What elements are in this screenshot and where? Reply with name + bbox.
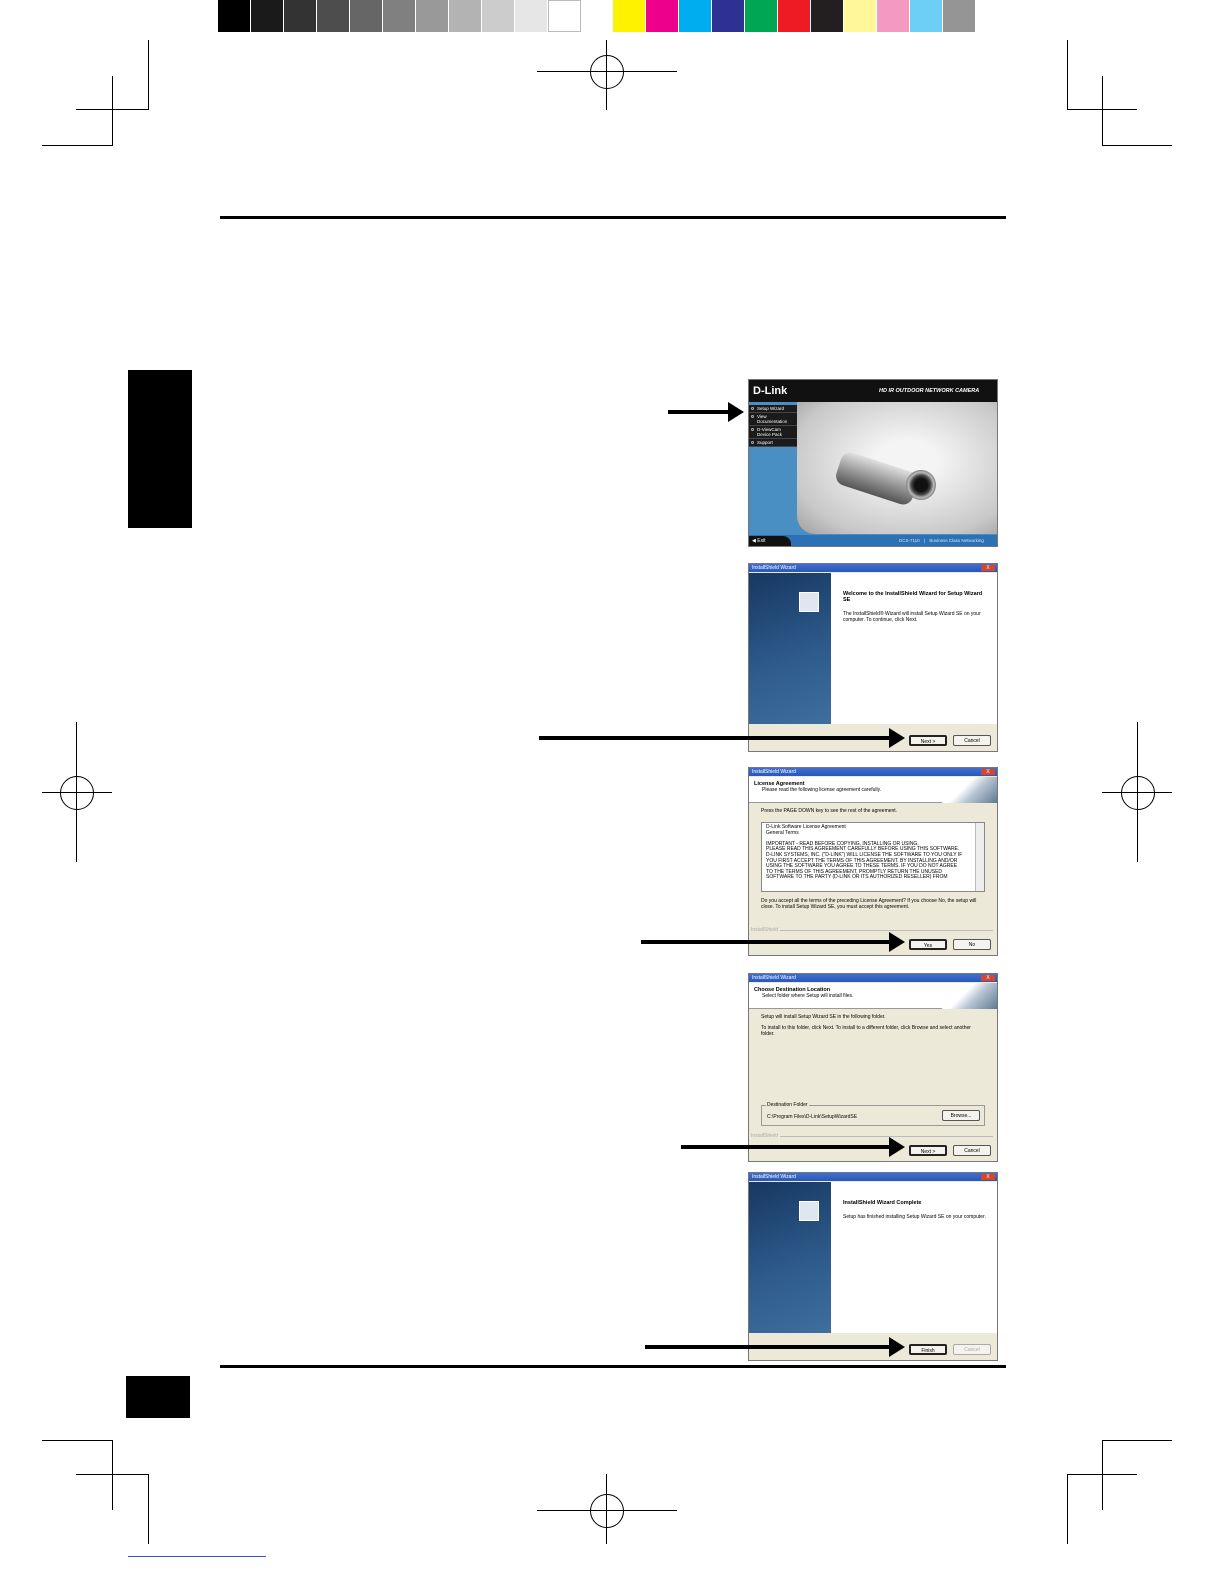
registration-mark — [60, 776, 94, 810]
crop-mark — [1102, 1440, 1172, 1441]
wizard-header — [749, 777, 997, 803]
product-title: HD IR OUTDOOR NETWORK CAMERA — [879, 388, 980, 394]
registration-mark — [42, 792, 112, 793]
exit-button[interactable]: ◀ Exit — [749, 536, 791, 546]
wizard-sidebar — [749, 1182, 831, 1333]
button-row — [909, 939, 991, 950]
color-swatch — [712, 0, 745, 32]
license-line: YOU FIRST ACCEPT THE TERMS OF THIS AGREEMENT. BY INSTALLING AND/OR — [766, 857, 958, 864]
scrollbar[interactable] — [975, 823, 984, 891]
menu-bullet-icon — [751, 415, 754, 418]
wizard-subheading: Select folder where Setup will install files. — [762, 993, 854, 999]
color-bar — [613, 0, 976, 32]
license-lines — [766, 825, 972, 881]
window-title: InstallShield Wizard — [752, 565, 796, 571]
installshield-divider — [751, 930, 993, 931]
destination-text-2: To install to this folder, click Next. To install to a different folder, click Browse and select another folder. — [761, 1025, 971, 1037]
installshield-welcome-window — [748, 563, 998, 752]
pointer-arrow — [668, 410, 730, 414]
crop-mark — [148, 1474, 149, 1544]
color-swatch — [317, 0, 350, 32]
crop-mark — [112, 1440, 113, 1510]
menu-item-label: Setup Wizard — [757, 406, 785, 411]
cancel-button: Cancel — [953, 1344, 991, 1355]
wizard-text: Setup has finished installing Setup Wizard SE on your computer. — [843, 1214, 986, 1220]
color-swatch — [350, 0, 383, 32]
launcher-menu-item[interactable] — [749, 405, 797, 413]
window-titlebar — [749, 768, 997, 776]
wizard-heading: License Agreement — [754, 781, 805, 787]
wizard-header — [749, 983, 997, 1009]
menu-bullet-icon — [751, 428, 754, 431]
launcher-footer-text — [899, 538, 984, 543]
color-swatch — [383, 0, 416, 32]
camera-image — [844, 440, 944, 502]
registration-mark — [76, 722, 77, 862]
crop-mark — [42, 1440, 112, 1441]
close-icon[interactable]: X — [981, 769, 995, 775]
button-row — [909, 735, 991, 746]
menu-item-label: View Documentation — [757, 414, 788, 424]
wizard-subheading: Please read the following license agreement carefully. — [762, 787, 882, 793]
registration-mark — [606, 40, 607, 110]
color-swatch — [943, 0, 976, 32]
close-icon[interactable]: X — [981, 975, 995, 981]
license-line: PLEASE READ THIS AGREEMENT CAREFULLY BEFORE USING THIS SOFTWARE. — [766, 846, 960, 853]
footer-divider: | — [923, 538, 926, 543]
license-instruction: Press the PAGE DOWN key to see the rest of the agreement. — [761, 808, 898, 814]
menu-item-label: D-ViewCam Device Pack — [757, 427, 783, 437]
pointer-arrow — [681, 1145, 891, 1149]
wizard-sidebar — [749, 573, 831, 724]
registration-mark — [537, 1510, 677, 1511]
color-swatch — [910, 0, 943, 32]
color-swatch — [251, 0, 284, 32]
license-line: General Terms — [766, 829, 799, 836]
language-tab — [128, 370, 192, 528]
color-swatch — [844, 0, 877, 32]
footer-tag: Business Class Networking — [929, 538, 984, 543]
color-swatch — [778, 0, 811, 32]
window-titlebar — [749, 564, 997, 572]
registration-mark — [590, 1494, 624, 1528]
crop-mark — [1067, 40, 1068, 110]
crop-mark — [42, 145, 112, 146]
installshield-divider — [751, 1136, 993, 1137]
license-line: D-LINK SYSTEMS, INC. ("D-LINK") WILL LICENSE THE SOFTWARE TO YOU ONLY IF — [766, 851, 963, 858]
crop-mark — [1102, 76, 1103, 146]
color-swatch — [679, 0, 712, 32]
license-line: SOFTWARE TO THE PARTY (D-LINK OR ITS AUTHORIZED RESELLER) FROM — [766, 874, 948, 881]
window-titlebar — [749, 1173, 997, 1181]
crop-mark — [112, 76, 113, 146]
browse-button[interactable]: Browse... — [942, 1110, 980, 1121]
footer-link-line — [128, 1556, 266, 1557]
license-line: IMPORTANT - READ BEFORE COPYING, INSTALLING OR USING. — [766, 840, 919, 847]
close-icon[interactable]: X — [981, 1174, 995, 1180]
installshield-label: InstallShield — [751, 1133, 778, 1139]
menu-bullet-icon — [751, 407, 754, 410]
launcher-menu-item[interactable] — [749, 439, 797, 447]
window-titlebar — [749, 974, 997, 982]
registration-mark — [537, 71, 677, 72]
color-swatch — [613, 0, 646, 32]
license-question: Do you accept all the terms of the preceding License Agreement? If you choose No, the setup will close. To install Setup Wizard SE, you must accept this agreement. — [761, 898, 977, 910]
folder-group-label: Destination Folder — [767, 1102, 808, 1108]
pointer-arrow — [641, 940, 891, 944]
license-line: D-Link Software License Agreement — [766, 824, 846, 830]
wizard-heading: Welcome to the InstallShield Wizard for Setup Wizard SE — [843, 591, 983, 603]
menu-bullet-icon — [751, 441, 754, 444]
header-graphic — [942, 983, 997, 1009]
launcher-menu-item[interactable] — [749, 426, 797, 439]
installshield-complete-window — [748, 1172, 998, 1361]
color-swatch — [218, 0, 251, 32]
registration-mark — [1121, 776, 1155, 810]
no-button[interactable]: No — [953, 939, 991, 950]
wizard-text: The InstallShield® Wizard will install Setup Wizard SE on your computer. To continue, click Next. — [843, 611, 981, 623]
button-row — [909, 1145, 991, 1156]
color-swatch — [449, 0, 482, 32]
next-button[interactable]: Next > — [909, 1145, 947, 1156]
color-swatch — [482, 0, 515, 32]
destination-folder-group — [761, 1102, 985, 1126]
wizard-content — [831, 573, 997, 724]
color-swatch — [284, 0, 317, 32]
next-button[interactable]: Next > — [909, 735, 947, 746]
dlink-logo: D-Link — [753, 385, 788, 397]
crop-mark — [1102, 1440, 1103, 1510]
window-title: InstallShield Wizard — [752, 769, 796, 775]
color-swatch — [515, 0, 548, 32]
crop-mark — [1102, 145, 1172, 146]
header-graphic — [942, 777, 997, 803]
wizard-heading: Choose Destination Location — [754, 987, 831, 993]
grayscale-bar — [218, 0, 581, 32]
launcher-menu-item[interactable] — [749, 413, 797, 426]
color-swatch — [646, 0, 679, 32]
wizard-content — [831, 1182, 997, 1333]
header-rule — [220, 216, 1006, 219]
installshield-label: InstallShield — [751, 927, 778, 933]
pointer-arrow — [539, 736, 891, 740]
footer-model: DCS-7110 — [899, 538, 920, 543]
pointer-arrow — [645, 1345, 891, 1349]
destination-text-1: Setup will install Setup Wizard SE in the following folder. — [761, 1014, 886, 1020]
license-line: TO THE TERMS OF THIS AGREEMENT, PROMPTLY RETURN THE UNUSED — [766, 868, 943, 875]
page-number-tab — [126, 1376, 190, 1418]
close-icon[interactable]: X — [981, 565, 995, 571]
window-title: InstallShield Wizard — [752, 975, 796, 981]
color-swatch — [548, 0, 581, 32]
computer-icon — [799, 592, 819, 612]
wizard-body — [749, 1010, 997, 1041]
finish-button[interactable]: Finish — [909, 1344, 947, 1355]
cancel-button[interactable]: Cancel — [953, 1145, 991, 1156]
autorun-launcher — [748, 379, 998, 547]
installshield-destination-window — [748, 973, 998, 1162]
color-swatch — [416, 0, 449, 32]
exit-label: Exit — [757, 538, 766, 544]
color-swatch — [877, 0, 910, 32]
wizard-heading: InstallShield Wizard Complete — [843, 1200, 922, 1206]
camera-lens — [906, 470, 936, 500]
wizard-body — [749, 804, 997, 914]
license-line: USING THE SOFTWARE YOU AGREE TO THESE TERMS. IF YOU DO NOT AGREE — [766, 863, 958, 870]
crop-mark — [148, 40, 149, 110]
computer-icon — [799, 1201, 819, 1221]
registration-mark — [606, 1474, 607, 1544]
yes-button[interactable]: Yes — [909, 939, 947, 950]
registration-mark — [590, 55, 624, 89]
footer-rule — [220, 1365, 1006, 1368]
folder-path: C:\Program Files\D-Link\SetupWizardSE — [767, 1114, 858, 1120]
cancel-button[interactable]: Cancel — [953, 735, 991, 746]
installshield-license-window — [748, 767, 998, 956]
launcher-menu — [749, 405, 797, 447]
menu-item-label: Support — [757, 440, 773, 445]
registration-mark — [1137, 722, 1138, 862]
button-row — [909, 1344, 991, 1355]
color-swatch — [745, 0, 778, 32]
crop-mark — [76, 1474, 148, 1475]
crop-mark — [1067, 1474, 1137, 1475]
color-swatch — [811, 0, 844, 32]
license-textbox[interactable] — [761, 822, 985, 892]
crop-mark — [1067, 1474, 1068, 1544]
window-title: InstallShield Wizard — [752, 1174, 796, 1180]
